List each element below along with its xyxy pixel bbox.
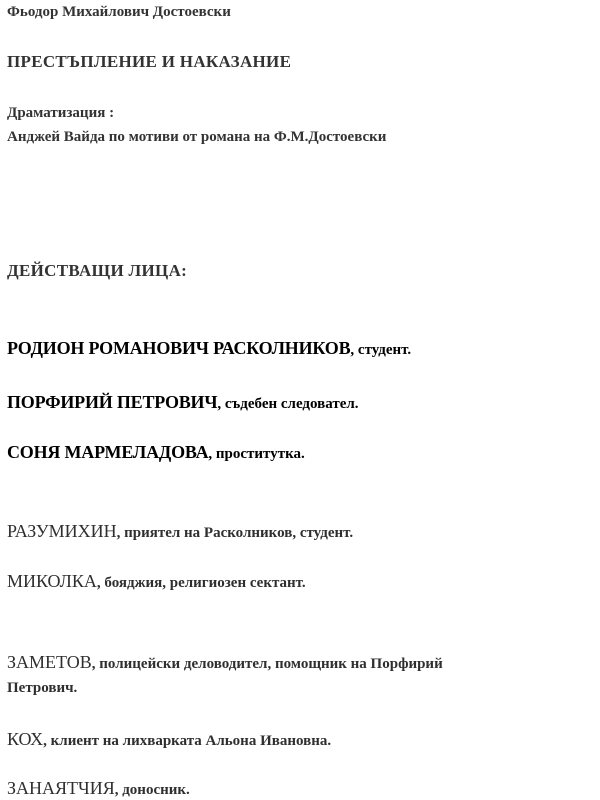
cast-name: РАЗУМИХИН — [7, 521, 117, 541]
cast-role: , доносник. — [114, 782, 190, 798]
cast-role: , проститутка. — [208, 446, 305, 462]
cast-entry — [7, 521, 353, 543]
cast-entry — [7, 338, 411, 360]
cast-name: ПОРФИРИЙ ПЕТРОВИЧ — [7, 392, 218, 412]
dramatization-label: Драматизация : — [7, 105, 115, 121]
cast-role-continuation: Петрович. — [7, 680, 78, 696]
author-name: Фьодор Михайлович Достоевски — [7, 4, 231, 20]
cast-heading: ДЕЙСТВАЩИ ЛИЦА: — [7, 261, 188, 280]
cast-role: , приятел на Расколников, студент. — [116, 525, 354, 541]
cast-entry — [7, 652, 443, 674]
cast-role: , бояджия, религиозен сектант. — [96, 575, 306, 591]
dramatization-text: Анджей Вайда по мотиви от романа на Ф.М.Достоевски — [7, 129, 387, 145]
cast-role: , студент. — [350, 342, 412, 358]
cast-entry — [7, 778, 190, 800]
cast-name: СОНЯ МАРМЕЛАДОВА — [7, 442, 209, 462]
cast-role: , клиент на лихварката Альона Ивановна. — [43, 733, 332, 749]
cast-entry — [7, 729, 331, 751]
cast-role: , съдебен следовател. — [217, 396, 359, 412]
cast-name: МИКОЛКА — [7, 571, 97, 591]
cast-role: , полицейски деловодител, помощник на Порфирий — [91, 656, 443, 672]
play-title: ПРЕСТЪПЛЕНИЕ И НАКАЗАНИЕ — [7, 52, 292, 71]
cast-name: ЗАМЕТОВ — [7, 652, 92, 672]
cast-name: КОХ — [7, 729, 44, 749]
cast-entry — [7, 571, 306, 593]
cast-entry — [7, 392, 359, 414]
cast-name: ЗАНАЯТЧИЯ — [7, 778, 115, 798]
cast-entry-continuation — [7, 677, 77, 698]
cast-name: РОДИОН РОМАНОВИЧ РАСКОЛНИКОВ — [7, 338, 351, 358]
cast-entry — [7, 442, 305, 464]
